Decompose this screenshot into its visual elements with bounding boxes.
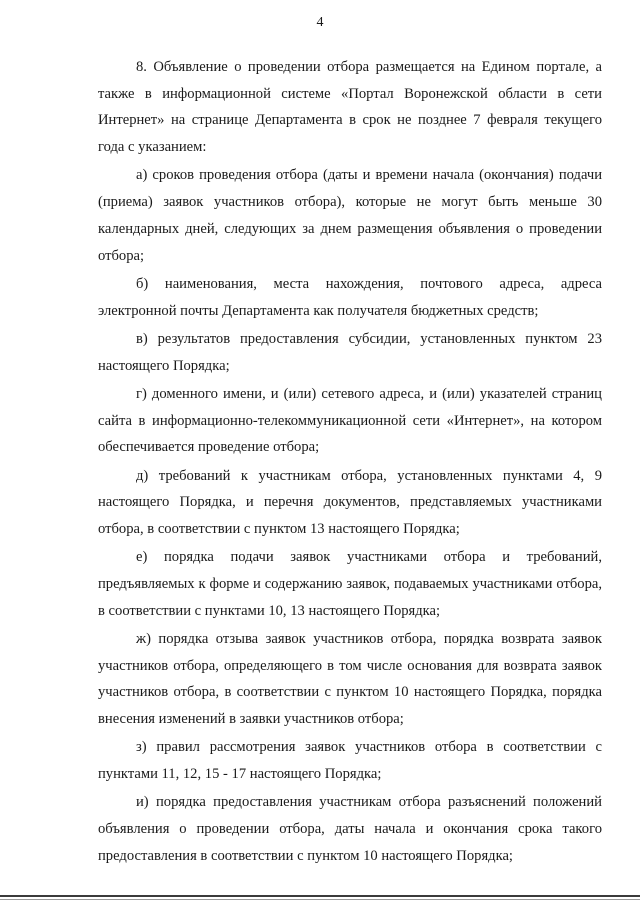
bottom-rule: [0, 895, 640, 897]
paragraph-8: 8. Объявление о проведении отбора размещается на Едином портале, а также в информационной системе «Портал Воронежской области в сети Интернет» на странице Департамента в срок не позднее 7 февраля текущего года с указанием:: [98, 59, 602, 156]
paragraph-b: б) наименования, места нахождения, почтового адреса, адреса электронной почты Департамента как получателя бюджетных средств;: [98, 275, 602, 319]
paragraph-a: а) сроков проведения отбора (даты и времени начала (окончания) подачи (приема) заявок участников отбора), которые не могут быть меньше 30 календарных дней, следующих за днем размещения объявления о проведении отбора;: [98, 167, 602, 264]
paragraph-zh: ж) порядка отзыва заявок участников отбора, порядка возврата заявок участников отбора, определяющего в том числе основания для возврата заявок участников отбора, в соответствии с пунктом 10 настоящего Порядка, порядка внесения изменений в заявки участников отбора;: [98, 630, 602, 728]
paragraph-e: е) порядка подачи заявок участниками отбора и требований, предъявляемых к форме и содержанию заявок, подаваемых участниками отбора, в соответствии с пунктами 10, 13 настоящего Порядка;: [98, 549, 602, 619]
paragraph-i: и) порядка предоставления участникам отбора разъяснений положений объявления о проведении отбора, даты начала и окончания срока такого предоставления в соответствии с пунктом 10 настоящего Порядка;: [98, 794, 602, 864]
document-body: [98, 54, 602, 869]
paragraph-d: д) требований к участникам отбора, установленных пунктами 4, 9 настоящего Порядка, и перечня документов, представляемых участниками отбора, в соответствии с пунктом 13 настоящего Порядка;: [98, 467, 602, 537]
page-number: 4: [316, 15, 324, 30]
bottom-rule-thin: [0, 899, 640, 900]
paragraph-z: з) правил рассмотрения заявок участников отбора в соответствии с пунктами 11, 12, 15 - 17 настоящего Порядка;: [98, 739, 602, 783]
paragraph-g: г) доменного имени, и (или) сетевого адреса, и (или) указателей страниц сайта в информационно-телекоммуникационной сети «Интернет», на котором обеспечивается проведение отбора;: [98, 385, 602, 456]
paragraph-v: в) результатов предоставления субсидии, установленных пунктом 23 настоящего Порядка;: [98, 330, 602, 374]
